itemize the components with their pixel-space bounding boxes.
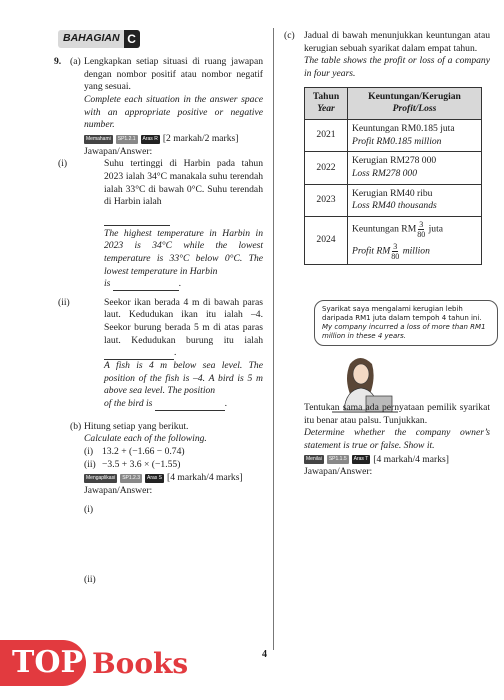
table-row [305,216,482,264]
part-a-marks: [2 markah/2 marks] [162,132,239,144]
part-a-tags [84,133,263,146]
part-c-tags [304,454,490,467]
part-a-i: (i) Suhu tertinggi di Harbin pada tahun 2023 ialah 34°C manakala suhu terendah ialah 33°C di bawah 0°C. Suhu terendah di Harbin ialah The highest temperature in Harbin in 2023 is 34°C while the lowest temperature is 33°C below 0°C. The lowest temperature in Harbin is . [58,158,263,290]
part-b-i-expr: 13.2 + (−1.66 − 0.74) [102,446,185,458]
question-number: 9. [54,56,62,67]
part-b-marks: [4 markah/4 marks] [167,472,243,484]
part-c-english: The table shows the profit or loss of a company in four years. [304,55,490,79]
part-c-marks: [4 markah/4 marks] [373,453,449,465]
table-row [305,184,482,216]
year-cell: 2021 [305,119,348,151]
answer-blank[interactable] [104,216,170,226]
column-divider [273,28,274,650]
sp-tag: SP1.1.5 [328,456,347,463]
year-cell: 2022 [305,152,348,184]
part-c-label: (c) [284,30,295,41]
year-cell: 2023 [305,184,348,216]
part-b-label: (b) [70,420,82,432]
part-b-tags [84,472,263,485]
fraction: $\frac{3}{80}$ [417,219,426,239]
answer-space-i[interactable] [84,504,263,574]
question-9b [58,421,263,587]
part-a-i-english-end: is [104,278,111,290]
part-a-answer-label: Jawapan/Answer: [84,145,153,157]
part-a-ii-english: A fish is 4 m below sea level. The position of the fish is –4. A bird is 5 m above sea level. The position [104,360,263,397]
part-a-english: Complete each situation in the answer space with an appropriate positive or negative number. [84,93,263,131]
answer-blank[interactable] [113,281,179,291]
value-cell: Kerugian RM278 000 Loss RM278 000 [348,152,482,184]
part-b-answer-label: Jawapan/Answer: [84,485,153,496]
bubble-english: My company incurred a loss of more than RM1 million in these 4 years. [322,323,486,341]
part-a-i-malay: Suhu tertinggi di Harbin pada tahun 2023 ialah 34°C manakala suhu terendah ialah 33°C di bawah 0°C. Suhu terendah di Harbin ialah [104,158,263,208]
section-letter: C [124,30,140,48]
part-b-english: Calculate each of the following. [84,433,207,445]
value-cell: Keuntungan RM0.185 juta Profit RM0.185 million [348,119,482,151]
bubble-malay: Syarikat saya mengalami kerugian lebih daripada RM1 juta dalam tempoh 4 tahun ini. [322,305,482,323]
profit-loss-table [304,87,482,265]
part-a-i-num: (i) [58,158,68,170]
part-c-answer-label: Jawapan/Answer: [304,466,373,478]
part-b-ii-expr: −3.5 + 3.6 × (−1.55) [102,458,181,470]
year-cell: 2024 [305,216,348,264]
answer-blank[interactable] [155,401,225,411]
speech-bubble [314,300,498,346]
answer-i-label: (i) [84,503,94,515]
task-english: Determine whether the company owner’s statement is true or false. Show it. [304,427,490,451]
right-column [284,30,490,478]
sp-tag: SP1.2.1 [117,135,136,142]
sp-tag: SP1.2.3 [122,475,140,482]
table-row [305,152,482,184]
header-profit-loss: Keuntungan/Kerugian Profit/Loss [348,87,482,119]
part-c-task [304,402,490,479]
section-tag [58,30,140,48]
section-label: BAHAGIAN [63,32,120,45]
header-year: Tahun Year [305,87,348,119]
skill-tag: Mengaplikasi [86,475,116,482]
answer-ii-label: (ii) [84,573,96,585]
question-9c [284,30,490,81]
topbooks-logo [0,640,200,690]
table-row [305,119,482,151]
answer-space-ii[interactable] [84,574,263,587]
part-a-ii-english-end: of the bird is [104,398,153,410]
skill-tag: Memahami [86,135,111,142]
skill-tag: Menilai [306,456,322,463]
left-column [54,30,263,586]
value-cell: Kerugian RM40 ribu Loss RM40 thousands [348,184,482,216]
part-c-malay: Jadual di bawah menunjukkan keuntungan atau kerugian sebuah syarikat dalam empat tahun. [304,30,490,54]
part-a-ii-malay: Seekor ikan berada 4 m di bawah paras laut. Kedudukan ikan itu ialah –4. Seekor burung berada 5 m di atas paras laut. Kedudukan burung itu ialah [104,296,263,346]
logo-top-text: TOP [0,640,86,686]
part-a-label: (a) [70,56,81,67]
logo-books-text: Books [92,647,189,680]
level-tag: Aras T [353,456,369,463]
page-number: 4 [262,649,267,660]
part-a-ii: (ii) Seekor ikan berada 4 m di bawah paras laut. Kedudukan ikan itu ialah –4. Seekor burung berada 5 m di atas paras laut. Kedudukan burung itu ialah . A fish is 4 m below sea level. The position of the fish is –4. A bird is 5 m above sea level. The position of the bird is . [58,296,263,410]
level-tag: Aras S [146,475,162,482]
answer-blank[interactable] [104,350,174,360]
level-tag: Aras R [142,135,158,142]
part-b-i-num: (i) [84,446,94,458]
task-malay: Tentukan sama ada pernyataan pemilik syarikat itu benar atau palsu. Tunjukkan. [304,402,490,426]
part-b-malay: Hitung setiap yang berikut. [84,420,189,432]
part-a-i-english: The highest temperature in Harbin in 2023 is 34°C while the lowest temperature is 33°C below 0°C. The lowest temperature in Harbin [104,227,263,277]
part-b-ii-num: (ii) [84,458,96,470]
question-9a [54,56,263,158]
part-a-malay: Lengkapkan setiap situasi di ruang jawapan dengan nombor positif atau nombor negatif yang sesuai. [84,56,263,93]
fraction: $\frac{3}{80}$ [391,241,400,261]
value-cell: Keuntungan RM $\frac{3}{80}$ juta Profit RM $\frac{3}{80}$ million [348,216,482,264]
table-header-row [305,87,482,119]
part-a-ii-num: (ii) [58,296,70,308]
